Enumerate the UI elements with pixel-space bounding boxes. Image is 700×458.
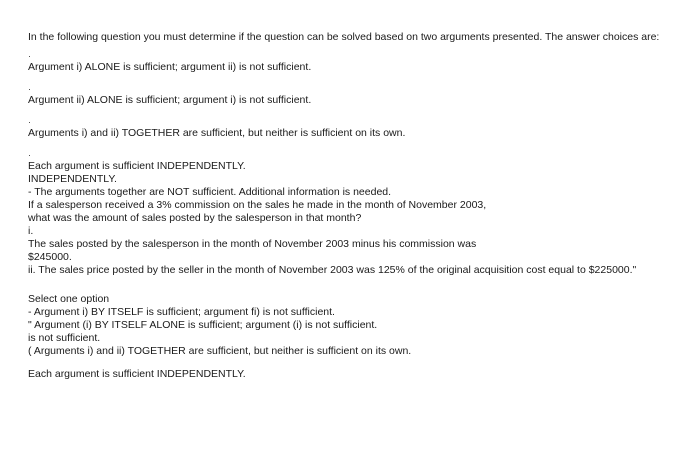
choice-1: Argument i) ALONE is sufficient; argument ii) is not sufficient. <box>28 61 312 73</box>
bullet-mark: · <box>28 84 31 94</box>
select-prompt: Select one option <box>28 293 110 305</box>
bullet-mark: · <box>28 51 31 61</box>
choice-3: Arguments i) and ii) TOGETHER are sufficient, but neither is sufficient on its own. <box>28 127 406 139</box>
option-3[interactable]: ( Arguments i) and ii) TOGETHER are sufficient, but neither is sufficient on its own. <box>28 345 412 357</box>
bullet-mark: · <box>28 150 31 160</box>
option-1[interactable]: - Argument i) BY ITSELF is sufficient; argument fi) is not sufficient. <box>28 306 335 318</box>
independently-repeat: INDEPENDENTLY. <box>28 173 117 185</box>
question-line-2: what was the amount of sales posted by the salesperson in that month? <box>28 212 362 224</box>
option-4[interactable]: Each argument is sufficient INDEPENDENTLY. <box>28 368 246 380</box>
argument-i-line-2: $245000. <box>28 251 72 263</box>
question-line-1: If a salesperson received a 3% commission on the sales he made in the month of November 2003, <box>28 199 487 211</box>
option-2-continued: is not sufficient. <box>28 332 101 344</box>
intro-text: In the following question you must determine if the question can be solved based on two arguments presented. The answer choices are: <box>28 31 660 43</box>
choice-not-sufficient: - The arguments together are NOT sufficient. Additional information is needed. <box>28 186 392 198</box>
choice-4: Each argument is sufficient INDEPENDENTLY. <box>28 160 246 172</box>
argument-i-marker: i. <box>28 225 34 237</box>
option-2[interactable]: " Argument (i) BY ITSELF ALONE is sufficient; argument (i) is not sufficient. <box>28 319 378 331</box>
bullet-mark: · <box>28 117 31 127</box>
argument-i-line-1: The sales posted by the salesperson in the month of November 2003 minus his commission was <box>28 238 477 250</box>
argument-ii-text: ii. The sales price posted by the seller in the month of November 2003 was 125% of the original acquisition cost equal to $225000." <box>28 264 637 276</box>
choice-2: Argument ii) ALONE is sufficient; argument i) is not sufficient. <box>28 94 312 106</box>
